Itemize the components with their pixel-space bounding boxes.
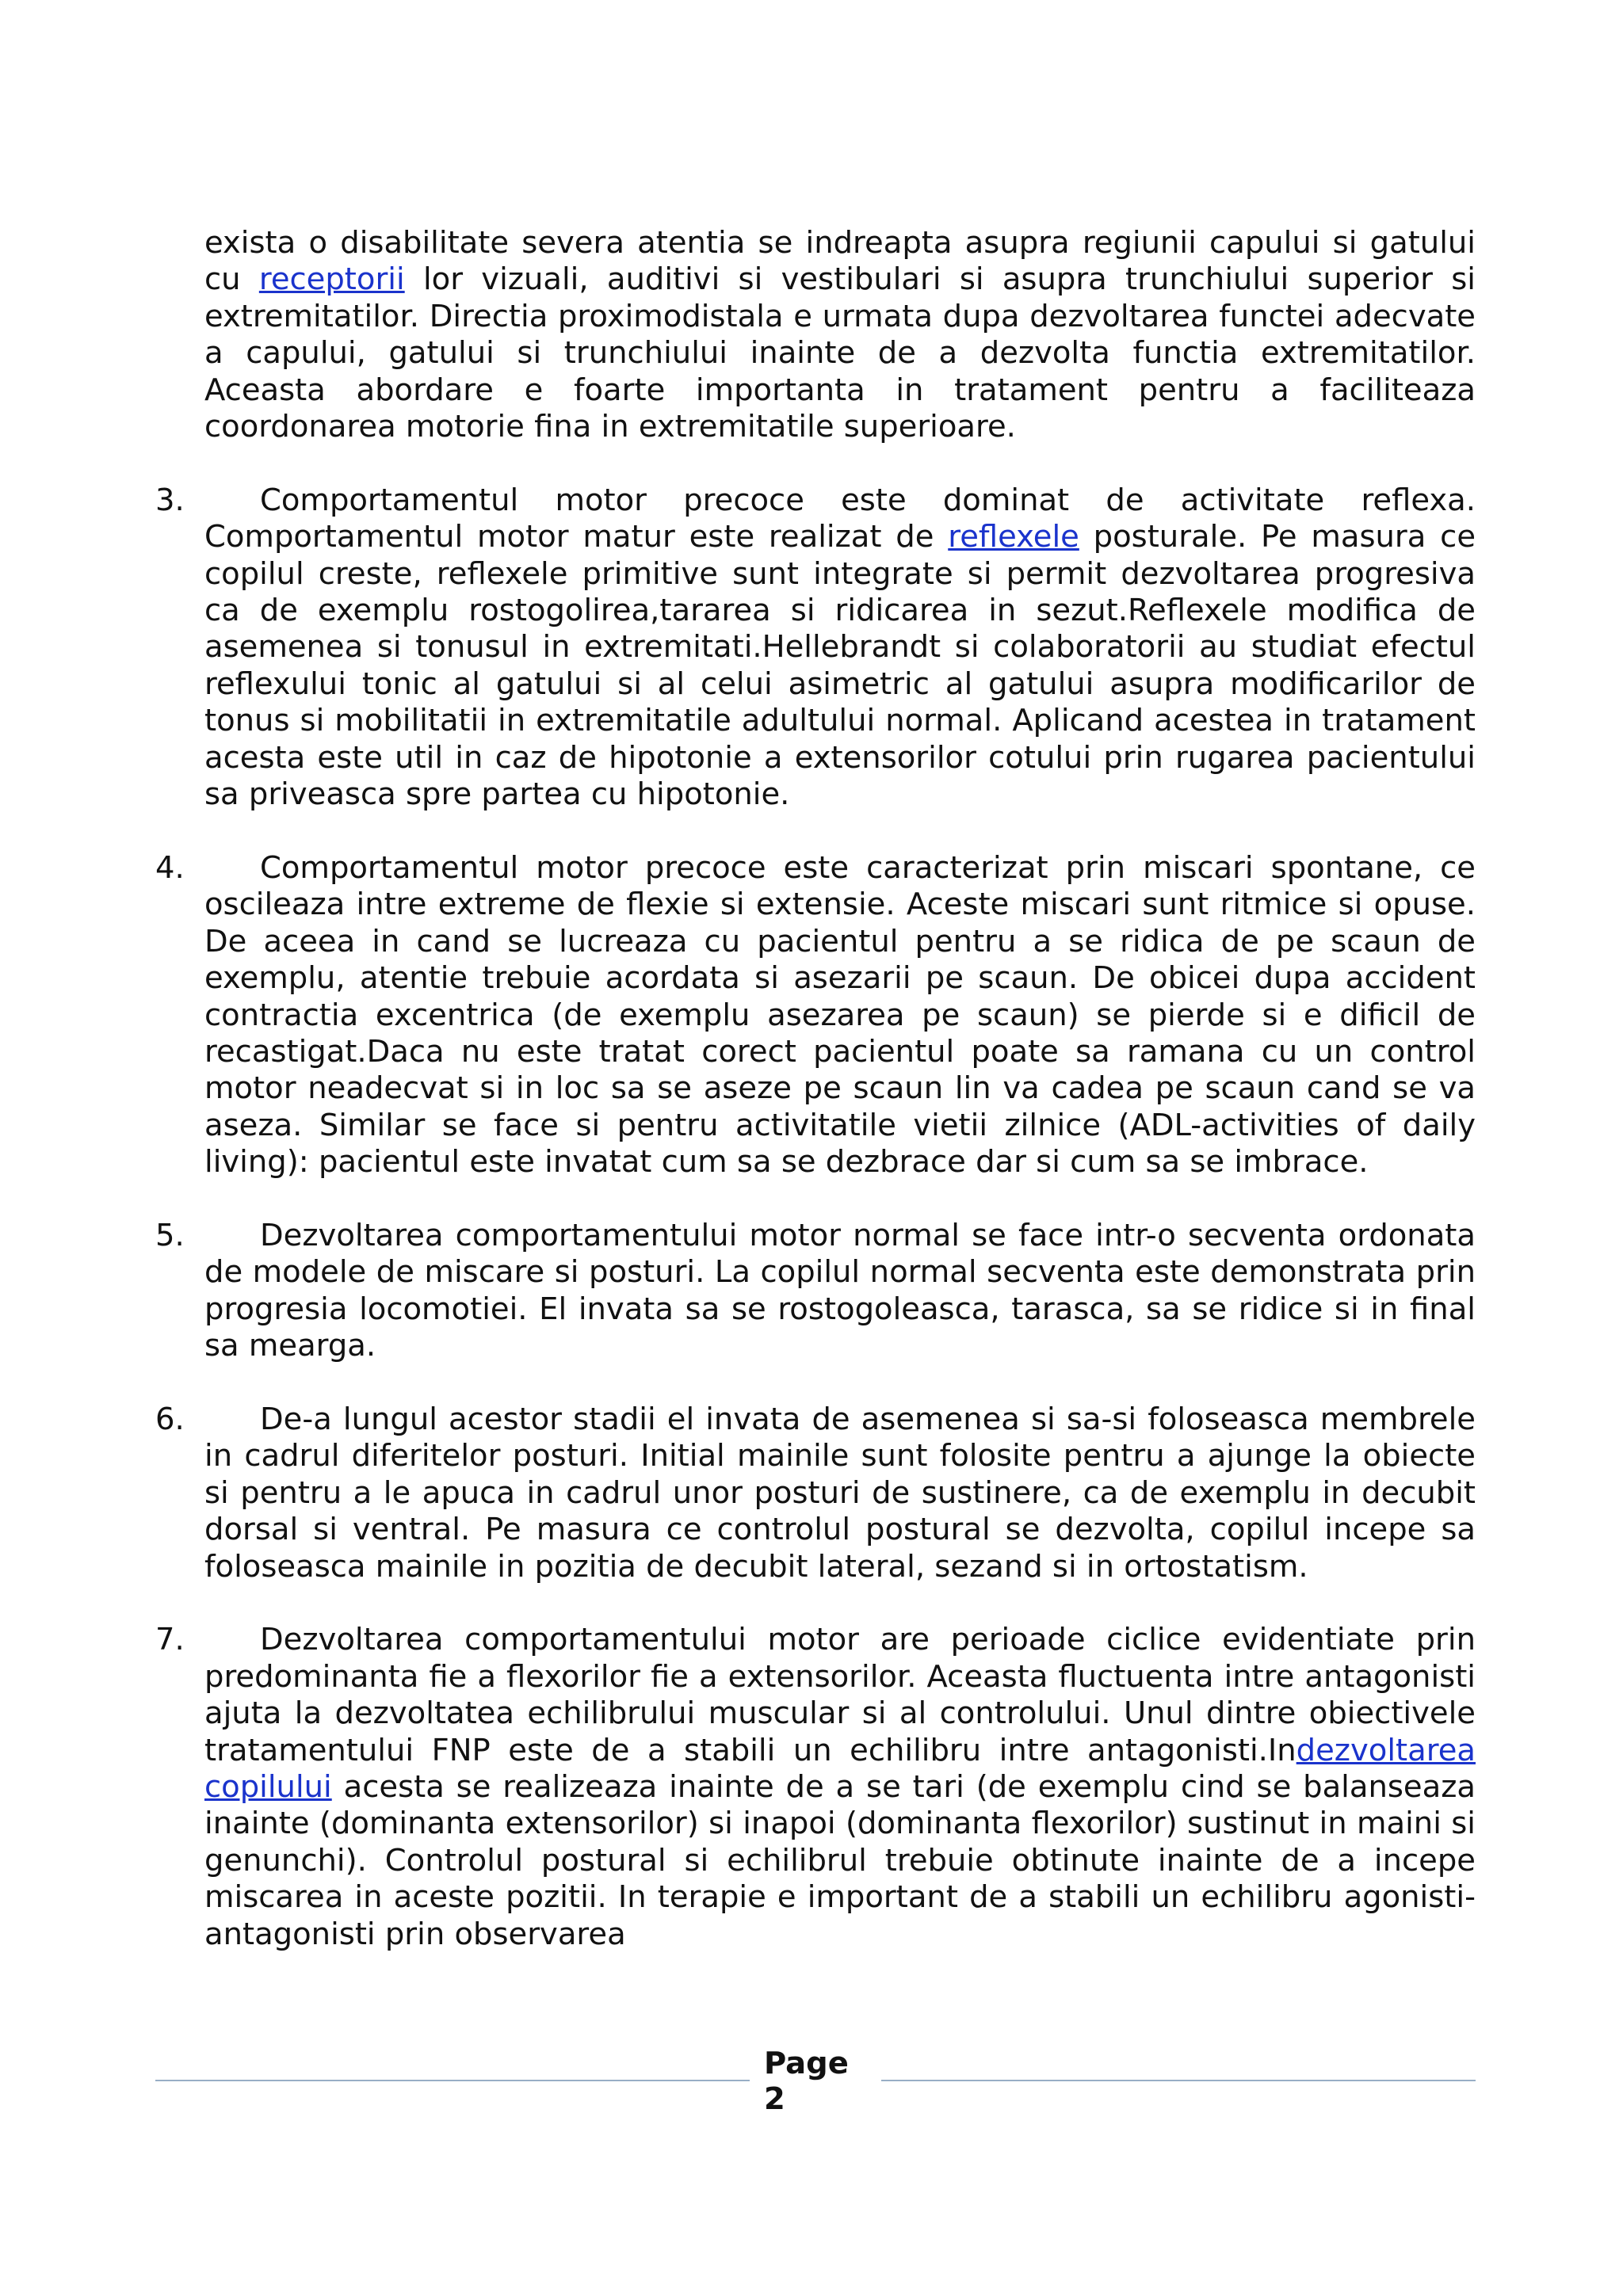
- list-number: 6.: [155, 1401, 185, 1437]
- link-dezvoltarea-copilului[interactable]: dezvoltarea copilului: [204, 1732, 1476, 1805]
- continued-paragraph: [204, 225, 1476, 445]
- list-number: 5.: [155, 1217, 185, 1253]
- list-item-text: De-a lungul acestor stadii el invata de asemenea si sa-si foloseasca membrele in cadrul diferitelor posturi. Initial mainile sunt folosite pentru a ajunge la obiecte si pentru a le apuca in cadrul unor posturi de sustinere, ca de exemplu in decubit dorsal si ventral. Pe masura ce controlul postural se dezvolta, copilul incepe sa foloseasca mainile in pozitia de decubit lateral, sezand si in ortostatism.: [204, 1401, 1476, 1585]
- page-content: [155, 225, 1476, 1953]
- list-item-5: [155, 1218, 1476, 1365]
- list-item-7: [155, 1622, 1476, 1953]
- list-number: 3.: [155, 482, 185, 518]
- page-number: 2: [764, 2081, 785, 2117]
- paragraph-text: lor vizuali, auditivi si vestibulari si asupra trunchiului superior si extremitatilor. Directia proximodistala e urmata dupa dezvoltarea functei adecvate a capului, gatului si trunchiului inainte de a dezvolta functia extremitatilor. Aceasta abordare e foarte importanta in tratament pentru a faciliteaza coordonarea motorie fina in extremitatile superioare.: [204, 261, 1476, 445]
- link-receptorii[interactable]: receptorii: [258, 261, 405, 298]
- paragraph-text: exista o disabilitate severa atentia se indreapta asupra regiunii capului si gatului cu: [204, 225, 1476, 298]
- list-item-3: [155, 482, 1476, 814]
- page-label: Page: [764, 2046, 849, 2081]
- list-item-text: Comportamentul motor precoce este dominat de activitate reflexa. Comportamentul motor matur este realizat de reflexele posturale. Pe masura ce copilul creste, reflexele primitive sunt integrate si permit dezvoltarea progresiva ca de exemplu rostogolirea,tararea si ridicarea in sezut.Reflexele modifica de asemenea si tonusul in extremitati.Hellebrandt si colaboratorii au studiat efectul reflexului tonic al gatului si al celui asimetric al gatului asupra modificarilor de tonus si mobilitatii in extremitatile adultului normal. Aplicand acestea in tratament acesta este util in caz de hipotonie a extensorilor cotului prin rugarea pacientului sa priveasca spre partea cu hipotonie.: [204, 482, 1476, 813]
- list-item-6: [155, 1402, 1476, 1585]
- list-number: 4.: [155, 849, 185, 886]
- footer-divider-left: [155, 2080, 750, 2081]
- page-number-label: [764, 2046, 849, 2117]
- list-item-text: Comportamentul motor precoce este caracterizat prin miscari spontane, ce oscileaza intre extreme de flexie si extensie. Aceste miscari sunt ritmice si opuse. De aceea in cand se lucreaza cu pacientul pentru a se ridica de pe scaun de exemplu, atentie trebuie acordata si asezarii pe scaun. De obicei dupa accident contractia excentrica (de exemplu asezarea pe scaun) se pierde si e dificil de recastigat.Daca nu este tratat corect pacientul poate sa ramana cu un control motor neadecvat si in loc sa se aseze pe scaun lin va cadea pe scaun cand se va aseza. Similar se face si pentru activitatile vietii zilnice (ADL-activities of daily living): pacientul este invatat cum sa se dezbrace dar si cum sa se imbrace.: [204, 849, 1476, 1180]
- list-item-4: [155, 850, 1476, 1181]
- page-footer: [155, 2046, 1476, 2117]
- list-number: 7.: [155, 1622, 185, 1658]
- link-reflexele[interactable]: reflexele: [948, 519, 1079, 555]
- list-item-text: Dezvoltarea comportamentului motor normal se face intr-o secventa ordonata de modele de miscare si posturi. La copilul normal secventa este demonstrata prin progresia locomotiei. El invata sa se rostogoleasca, tarasca, sa se ridice si in final sa mearga.: [204, 1217, 1476, 1364]
- footer-divider-right: [881, 2080, 1476, 2081]
- list-item-text: Dezvoltarea comportamentului motor are perioade ciclice evidentiate prin predominanta fie a flexorilor fie a extensorilor. Aceasta fluctuenta intre antagonisti ajuta la dezvoltatea echilibrului muscular si al controlului. Unul dintre obiectivele tratamentului FNP este de a stabili un echilibru intre antagonisti.Indezvoltarea copilului acesta se realizeaza inainte de a se tari (de exemplu cind se balanseaza inainte (dominanta extensorilor) si inapoi (dominanta flexorilor) sustinut in maini si genunchi). Controlul postural si echilibrul trebuie obtinute inainte de a incepe miscarea in aceste pozitii. In terapie e important de a stabili un echilibru agonisti-antagonisti prin observarea: [204, 1622, 1476, 1952]
